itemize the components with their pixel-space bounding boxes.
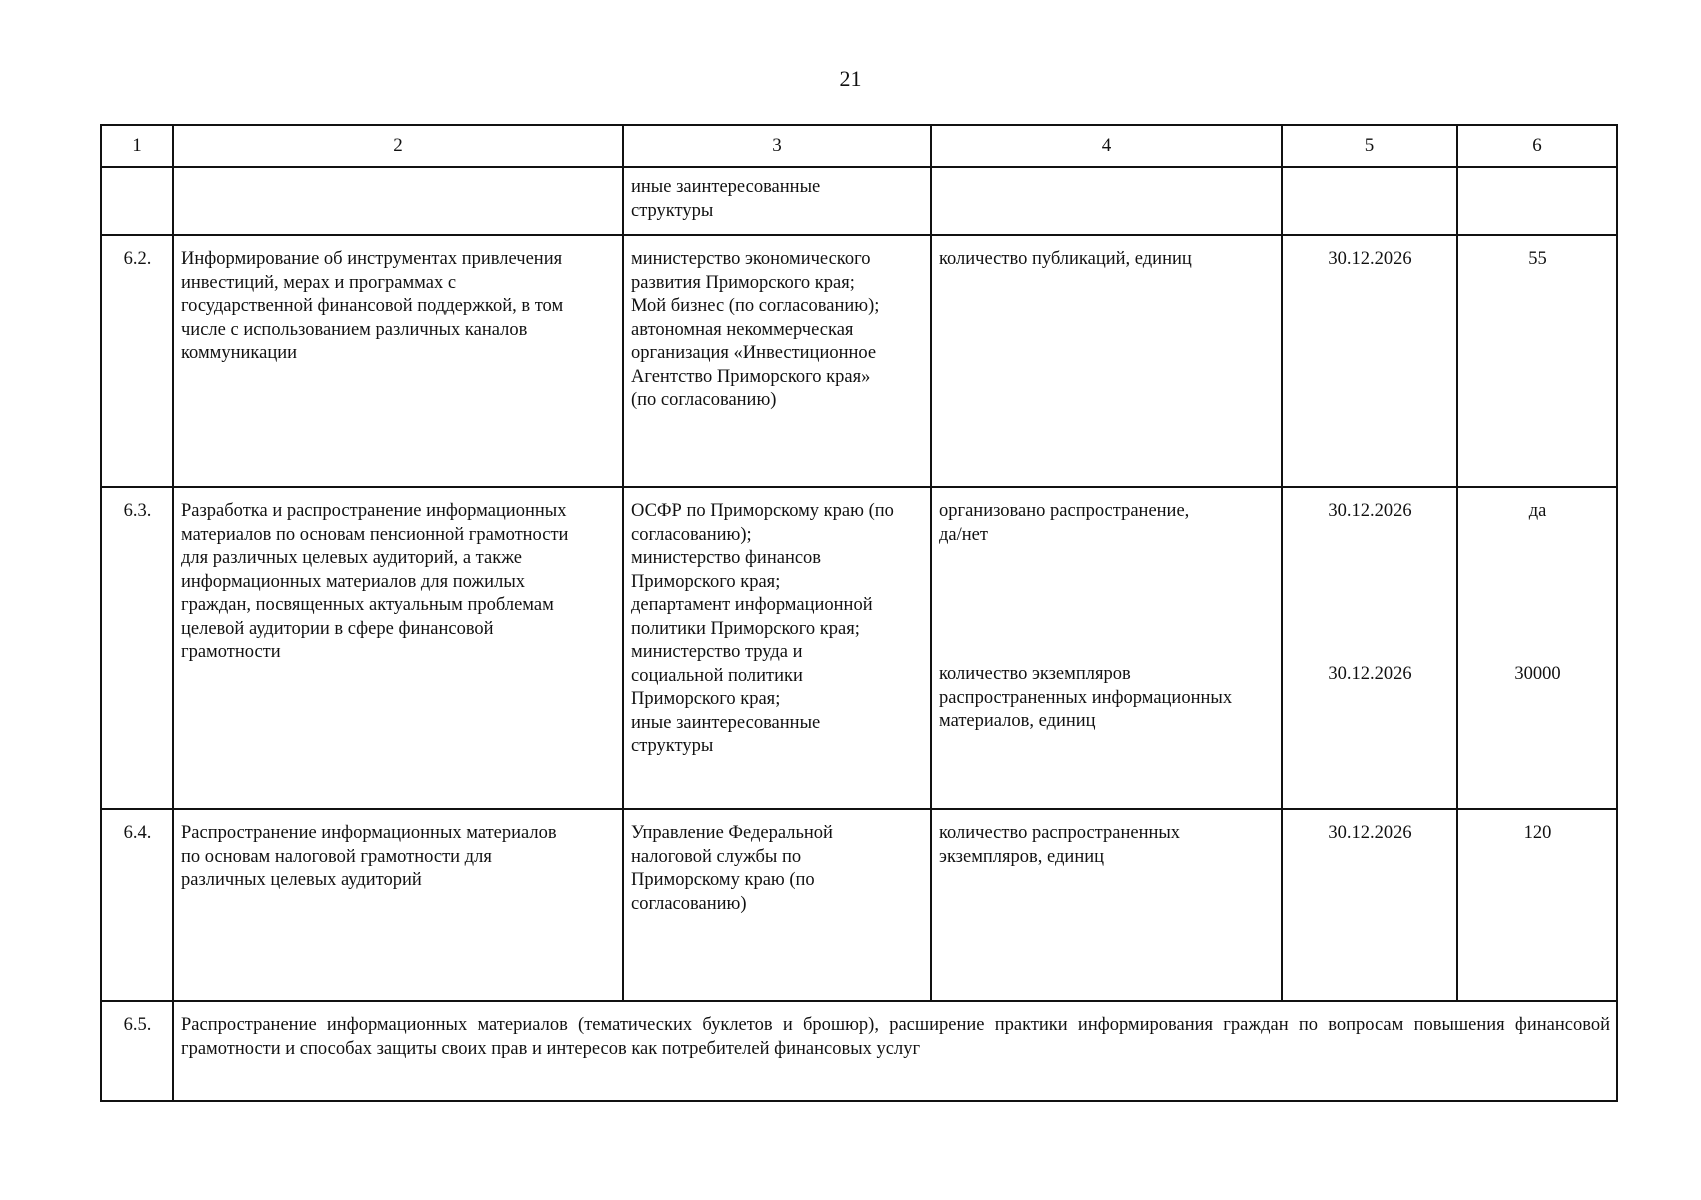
header-row [101,125,1617,167]
indicator-cell [931,809,1282,1001]
table-row [101,487,1617,809]
activity-cell [173,235,623,487]
responsible-text: министерство экономического развития Приморского края; Мой бизнес (по согласованию); автономная некоммерческая организация «Инвестиционное Агентство Приморского края» (по согласованию) [631,249,880,410]
activity-text: Разработка и распространение информационных материалов по основам пенсионной грамотности для различных целевых аудиторий, а также информационных материалов для пожилых граждан, посвященных актуальным проблемам целевой аудитории в сфере финансовой грамотности [181,501,569,662]
responsible-text: ОСФР по Приморскому краю (по согласованию); министерство финансов Приморского края; департамент информационной политики Приморского края; министерство труда и социальной политики Приморского края; иные заинтересованные структуры [631,501,894,756]
value-cell [1457,167,1617,235]
indicator-name: организовано распространение, да/нет [939,501,1190,545]
table-section-row [101,1001,1617,1101]
date-cell: 30.12.2026 [1282,809,1457,1001]
indicator-name: количество публикаций, единиц [939,249,1192,269]
row-number: 6.3. [101,487,173,809]
responsible-text: Управление Федеральной налоговой службы по Приморскому краю (по согласованию) [631,823,833,914]
header-col-2: 2 [173,125,623,167]
indicator-cell [931,487,1282,809]
activity-cell [173,487,623,809]
row-number: 6.2. [101,235,173,487]
activity-text: Распространение информационных материалов по основам налоговой грамотности для различных целевых аудиторий [181,823,557,890]
table-row [101,235,1617,487]
value-cell: 55 [1457,235,1617,487]
row-number [101,167,173,235]
header-col-6: 6 [1457,125,1617,167]
responsible-cell [623,487,931,809]
indicator-value: 30000 [1514,663,1561,684]
header-col-1: 1 [101,125,173,167]
date-cell [1282,167,1457,235]
header-col-4: 4 [931,125,1282,167]
header-col-3: 3 [623,125,931,167]
date-cell: 30.12.2026 [1282,235,1457,487]
value-cell [1457,487,1617,809]
activity-cell [173,167,623,235]
indicator-value: да [1528,501,1547,521]
date-cell [1282,487,1457,809]
indicator-cell [931,167,1282,235]
value-cell: 120 [1457,809,1617,1001]
table-row-continuation [101,167,1617,235]
responsible-cell [623,235,931,487]
page-number: 21 [839,66,862,91]
row-number: 6.5. [101,1001,173,1101]
indicator-cell [931,235,1282,487]
indicator-name: количество распространенных экземпляров, единиц [939,823,1181,867]
section-text: Распространение информационных материалов (тематических буклетов и брошюр), расширение практики информирования граждан по вопросам повышения финансовой грамотности и способах защиты своих прав и интересов как потребителей финансовых услуг [173,1001,1617,1101]
activity-cell [173,809,623,1001]
responsible-cell [623,809,931,1001]
activities-table [100,124,1618,1102]
activity-text: Информирование об инструментах привлечения инвестиций, мерах и программах с государственной финансовой поддержкой, в том числе с использованием различных каналов коммуникации [181,249,564,363]
table-row [101,809,1617,1001]
header-col-5: 5 [1282,125,1457,167]
responsible-text: иные заинтересованные структуры [631,177,821,221]
indicator-name: количество экземпляров распространенных информационных материалов, единиц [939,664,1233,731]
indicator-date: 30.12.2026 [1328,663,1412,684]
responsible-cell [623,167,931,235]
indicator-date: 30.12.2026 [1328,501,1412,521]
row-number: 6.4. [101,809,173,1001]
